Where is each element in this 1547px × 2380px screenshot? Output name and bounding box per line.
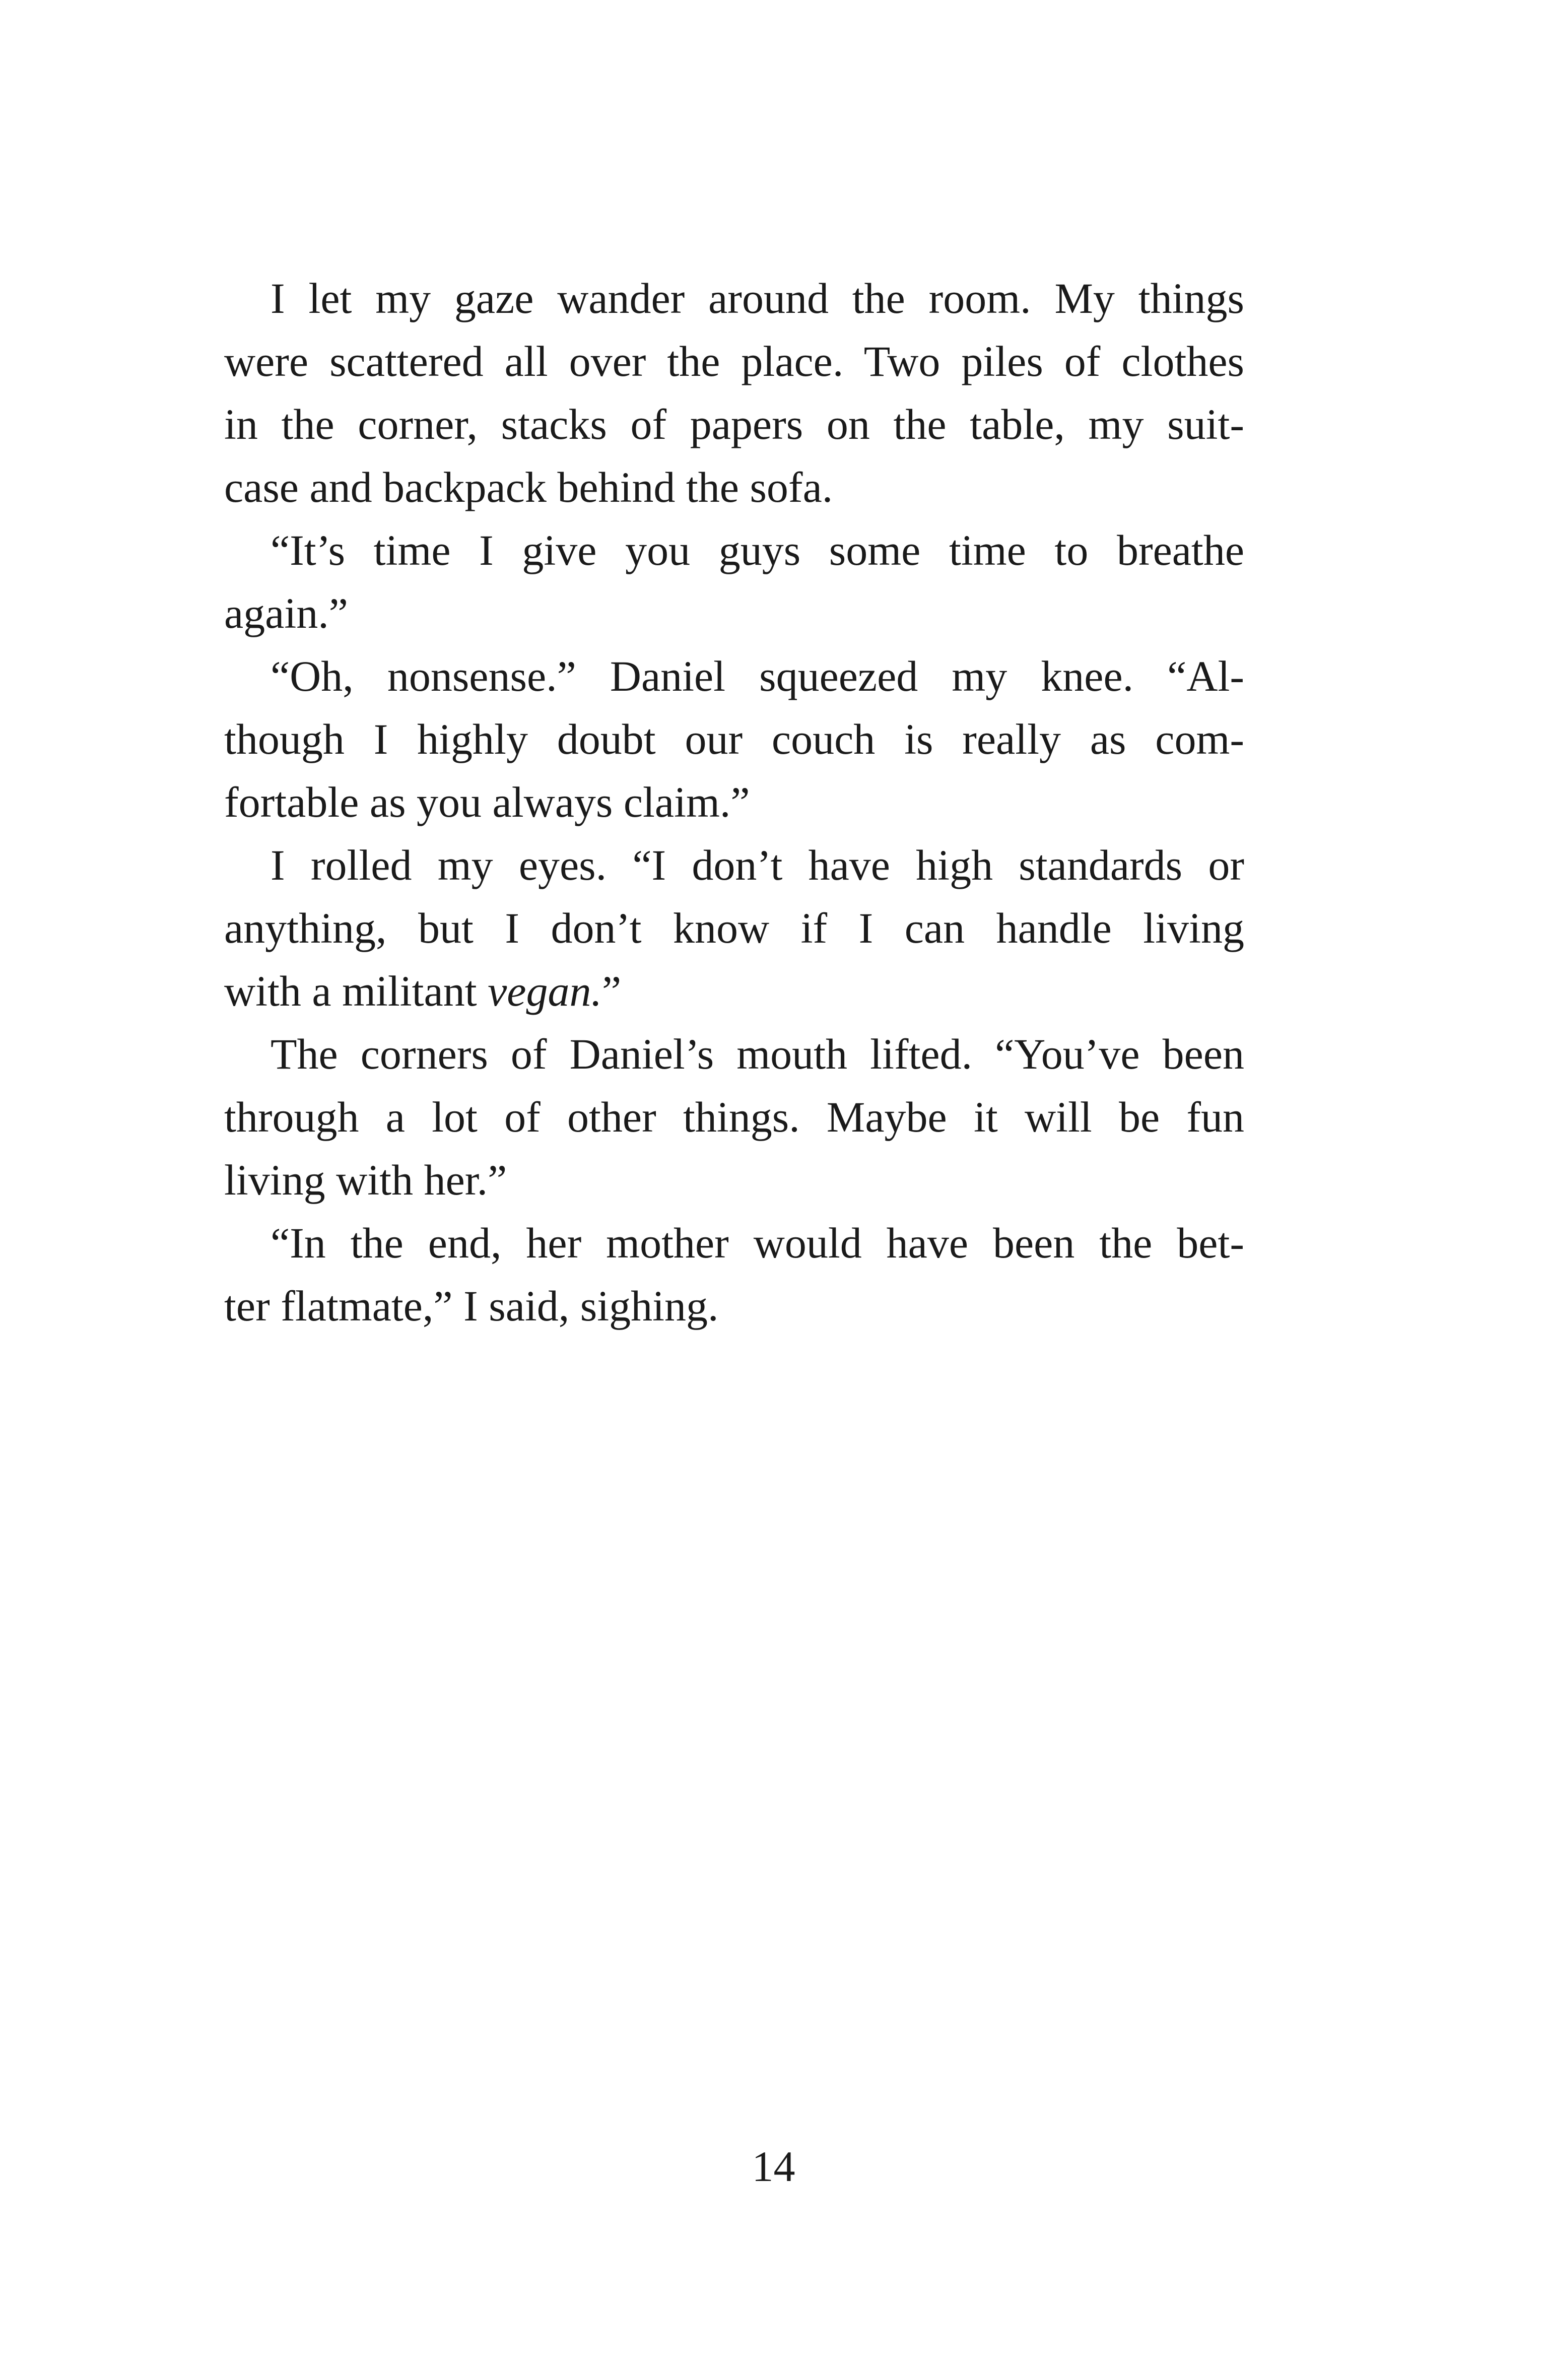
text-run: living with her.” <box>224 1156 507 1204</box>
text-line <box>224 330 1244 393</box>
text-line <box>224 582 1244 645</box>
text-run: fortable as you always claim.” <box>224 778 750 826</box>
text-run: “It’s time I give you guys some time to breathe <box>271 526 1244 574</box>
text-run: I rolled my eyes. “I don’t have high standards or <box>271 841 1244 889</box>
text-line <box>224 393 1244 456</box>
text-run: in the corner, stacks of papers on the table, my suit- <box>224 400 1244 448</box>
text-run: again.” <box>224 589 348 637</box>
paragraph <box>224 519 1244 645</box>
text-line <box>224 1086 1244 1149</box>
text-line <box>224 771 1244 834</box>
text-line <box>224 456 1244 519</box>
paragraph <box>224 834 1244 1023</box>
text-line <box>224 645 1244 708</box>
text-line <box>224 897 1244 960</box>
paragraph <box>224 1023 1244 1212</box>
text-run: through a lot of other things. Maybe it will be fun <box>224 1093 1244 1141</box>
text-line <box>224 960 1244 1023</box>
text-run: were scattered all over the place. Two piles of clothes <box>224 337 1244 385</box>
text-line <box>224 1023 1244 1086</box>
page-number: 14 <box>752 2142 795 2191</box>
text-run: though I highly doubt our couch is really as com- <box>224 715 1244 763</box>
text-line <box>224 519 1244 582</box>
paragraph <box>224 1212 1244 1338</box>
paragraph <box>224 267 1244 519</box>
text-run: ” <box>601 967 622 1015</box>
paragraph <box>224 645 1244 834</box>
text-run: I let my gaze wander around the room. My things <box>271 274 1244 322</box>
text-line <box>224 1275 1244 1338</box>
body-text <box>224 267 1244 1338</box>
text-line <box>224 708 1244 771</box>
italic-text: vegan. <box>488 967 602 1015</box>
text-run: “Oh, nonsense.” Daniel squeezed my knee. “Al- <box>271 652 1244 700</box>
text-run: with a militant <box>224 967 488 1015</box>
text-line <box>224 267 1244 330</box>
text-line <box>224 1212 1244 1275</box>
text-run: ter flatmate,” I said, sighing. <box>224 1282 719 1330</box>
text-line <box>224 834 1244 897</box>
text-run: The corners of Daniel’s mouth lifted. “You’ve been <box>271 1030 1244 1078</box>
text-run: anything, but I don’t know if I can handle living <box>224 904 1244 952</box>
text-run: case and backpack behind the sofa. <box>224 463 833 511</box>
text-run: “In the end, her mother would have been the bet- <box>271 1219 1244 1267</box>
text-line <box>224 1149 1244 1212</box>
